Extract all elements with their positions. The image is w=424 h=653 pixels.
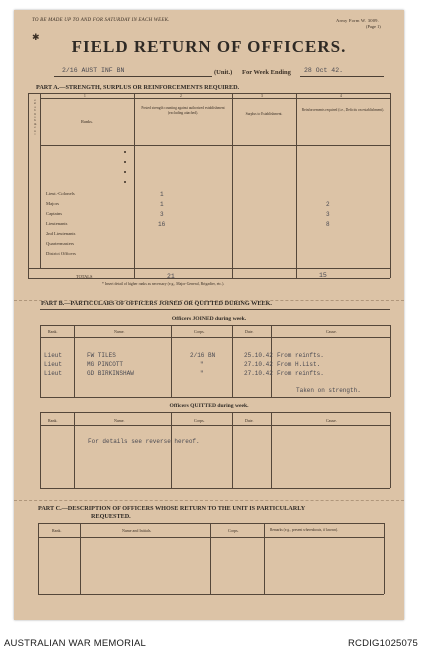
totals-label: TOTALS (76, 274, 93, 279)
col-head-surplus: Surplus to Establishment. (245, 112, 283, 116)
col-head-name: Name. (114, 329, 125, 334)
rank-label: Majors (46, 201, 60, 206)
col-head-cause: Cause. (326, 418, 337, 423)
joined-rank: Lieut (44, 370, 63, 377)
joined-corps: " (200, 370, 204, 377)
totals-posted: 21 (167, 273, 175, 280)
unit-underline (54, 76, 212, 77)
col-head-rank: Rank. (48, 329, 58, 334)
col-number-1: 1 (84, 94, 86, 98)
joined-date: 27.10.42 (244, 370, 273, 377)
rank-label: District Officers (46, 251, 76, 256)
quitted-note: For details see reverse hereof. (88, 438, 200, 445)
col-head-date: Date. (245, 418, 254, 423)
joined-cause: From reinfts. (277, 370, 324, 377)
week-ending-value: 28 Oct 42. (304, 67, 344, 74)
week-ending-label: For Week Ending (242, 69, 291, 76)
part-b-title: PART B.—PARTICULARS OF OFFICERS JOINED OR QUITTED DURING WEEK. (41, 300, 272, 307)
col-head-corps: Corps. (194, 329, 205, 334)
joined-name: FW TILES (87, 352, 116, 359)
posted-value: 16 (158, 221, 166, 228)
unit-typed: 2/16 AUST INF BN (62, 67, 125, 74)
rank-label: Lieutenants (46, 221, 68, 226)
col-head-name: Name. (114, 418, 125, 423)
joined-cause: From H.List. (277, 361, 321, 368)
joined-date: 27.10.42 (244, 361, 273, 368)
col-head-cause: Cause. (326, 329, 337, 334)
joined-rank: Lieut (44, 361, 63, 368)
col-head-date: Date. (245, 329, 254, 334)
reinforcements-value: 2 (326, 201, 330, 208)
joined-cause: From reinfts. (277, 352, 324, 359)
part-a-title: PART A.—STRENGTH, SURPLUS OR REINFORCEMENTS REQUIRED. (36, 84, 240, 91)
joined-corps: 2/16 BN (190, 352, 216, 359)
week-ending-underline (300, 76, 384, 77)
col-head-posted: Posted strength counting against authorized establishment (excluding attached). (141, 106, 225, 115)
rank-label: Quartermasters (46, 241, 75, 246)
posted-value: 3 (160, 211, 164, 218)
document-page (14, 10, 404, 620)
col-head-rank: Rank. (52, 528, 62, 533)
corner-mark: ✱ (32, 32, 40, 42)
archive-footer (0, 628, 424, 653)
col-head-remarks: Remarks (e.g., present whereabouts, if known). (270, 528, 339, 532)
col-head-name: Name and Initials. (122, 528, 152, 533)
joined-date: 25.10.42 (244, 352, 273, 359)
col-head-ranks: Ranks. (80, 119, 94, 124)
totals-reinforcements: 15 (319, 272, 327, 279)
reinforcements-value: 3 (326, 211, 330, 218)
joined-name: MG PINCOTT (87, 361, 124, 368)
archive-id: RCDIG1025075 (348, 638, 418, 649)
header-note: TO BE MADE UP TO AND FOR SATURDAY IN EACH WEEK. (32, 18, 170, 23)
army-form-number: Army Form W. 3009. (336, 18, 380, 23)
reinforcements-value: 8 (326, 221, 330, 228)
col-head-corps: Corps. (228, 528, 239, 533)
posted-value: 1 (160, 191, 164, 198)
col-head-rank: Rank. (48, 418, 58, 423)
joined-note: Taken on strength. (296, 387, 361, 394)
col-number-3: 3 (261, 94, 263, 98)
rank-label: 2nd Lieutenants (46, 231, 76, 236)
fold-line (14, 500, 404, 501)
part-c-title: PART C.—DESCRIPTION OF OFFICERS WHOSE RETURN TO THE UNIT IS PARTICULARLY (38, 505, 306, 512)
posted-value: 1 (160, 201, 164, 208)
joined-name: GD BIRKINSHAW (87, 370, 134, 377)
joined-title: Officers JOINED during week. (171, 316, 247, 322)
page-number: (Page 1) (366, 24, 381, 29)
quitted-title: Officers QUITTED during week. (169, 403, 249, 409)
col-head-reinforcements: Reinforcements required (i.e., Deficits on establishment). (301, 108, 385, 112)
col-head-corps: Corps. (194, 418, 205, 423)
form-title: FIELD RETURN OF OFFICERS. (71, 37, 347, 56)
joined-corps: " (200, 361, 204, 368)
vertical-side-label: establishment (34, 98, 37, 137)
part-c-title-cont: REQUESTED. (91, 513, 131, 520)
col-number-4: 4 (340, 94, 342, 98)
unit-label: (Unit.) (214, 69, 233, 76)
joined-rank: Lieut (44, 352, 63, 359)
part-a-footnote: * Insert detail of higher ranks as necessary (e.g., Major-General, Brigadier, etc.). (102, 282, 225, 286)
rank-label: Lieut.-Colonels (46, 191, 75, 196)
rank-label: Captains (46, 211, 63, 216)
archive-name: AUSTRALIAN WAR MEMORIAL (4, 638, 147, 649)
col-number-2: 2 (180, 94, 182, 98)
